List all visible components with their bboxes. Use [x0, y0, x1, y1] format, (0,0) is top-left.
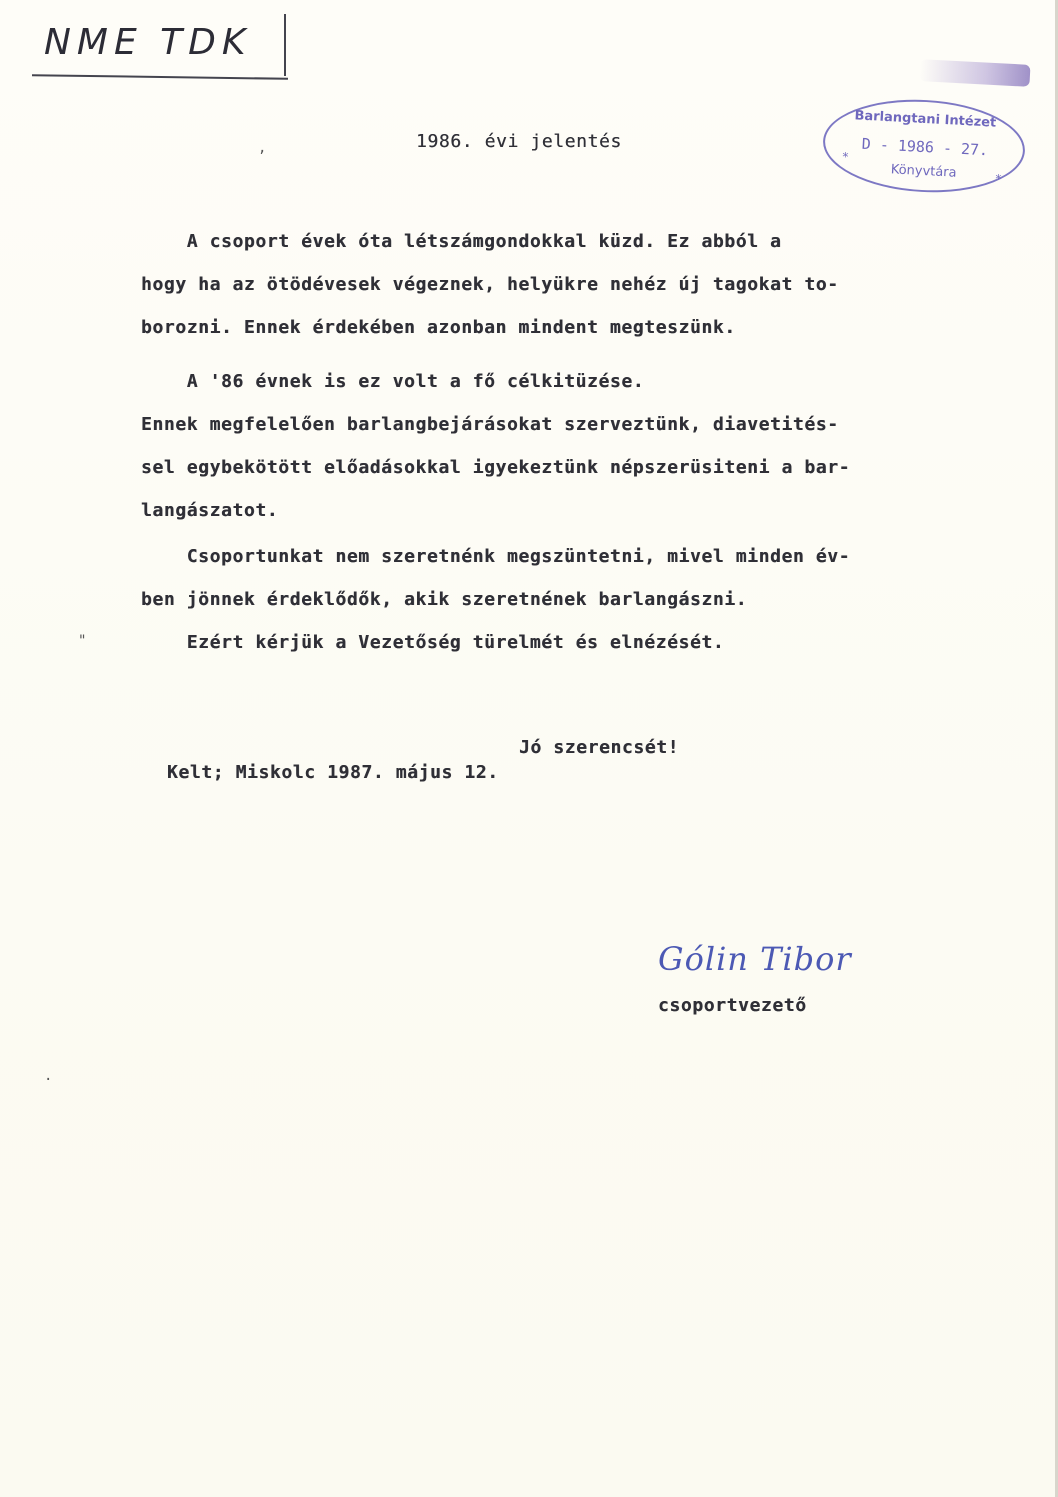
stamp-library: Könyvtára	[890, 162, 957, 181]
paragraph-line: Ezért kérjük a Vezetőség türelmét és elnézését.	[141, 632, 725, 653]
handwritten-signature: Gólin Tibor	[658, 940, 852, 978]
paragraph-line: borozni. Ennek érdekében azonban mindent megteszünk.	[141, 317, 736, 338]
paragraph-line: sel egybekötött előadásokkal igyekeztünk népszerüsiteni a bar-	[141, 457, 851, 478]
report-title: 1986. évi jelentés	[416, 131, 622, 152]
paragraph-line: A '86 évnek is ez volt a fő célkitüzése.	[141, 371, 645, 392]
handwritten-note	[30, 8, 270, 84]
stamp-institution: Barlangtani Intézet	[854, 108, 997, 131]
closing-greeting: Jó szerencsét!	[519, 737, 680, 758]
paragraph-line: ben jönnek érdeklődők, akik szeretnének barlangászni.	[141, 589, 748, 610]
star-icon: *	[841, 149, 849, 165]
star-icon: *	[995, 171, 1002, 187]
ink-smudge	[919, 59, 1030, 87]
handnote-bracket	[284, 14, 286, 76]
paragraph-line: hogy ha az ötödévesek végeznek, helyükre nehéz új tagokat to-	[141, 274, 839, 295]
stray-mark: ,	[258, 140, 267, 156]
paragraph-line: Ennek megfelelően barlangbejárásokat szerveztünk, diavetités-	[141, 414, 839, 435]
paragraph-line: Csoportunkat nem szeretnénk megszüntetni, mivel minden év-	[141, 546, 851, 567]
handnote-underline	[32, 74, 288, 80]
signer-role: csoportvezető	[658, 995, 807, 1016]
handnote-text: NME TDK	[44, 22, 252, 63]
stray-mark: ·	[44, 1072, 53, 1088]
stamp-code: D - 1986 - 27.	[861, 134, 989, 160]
paragraph-line: langászatot.	[141, 500, 279, 521]
stray-mark: "	[78, 633, 87, 649]
library-stamp	[821, 95, 1028, 197]
paragraph-line: A csoport évek óta létszámgondokkal küzd. Ez abból a	[141, 231, 782, 252]
dateline: Kelt; Miskolc 1987. május 12.	[167, 762, 499, 783]
